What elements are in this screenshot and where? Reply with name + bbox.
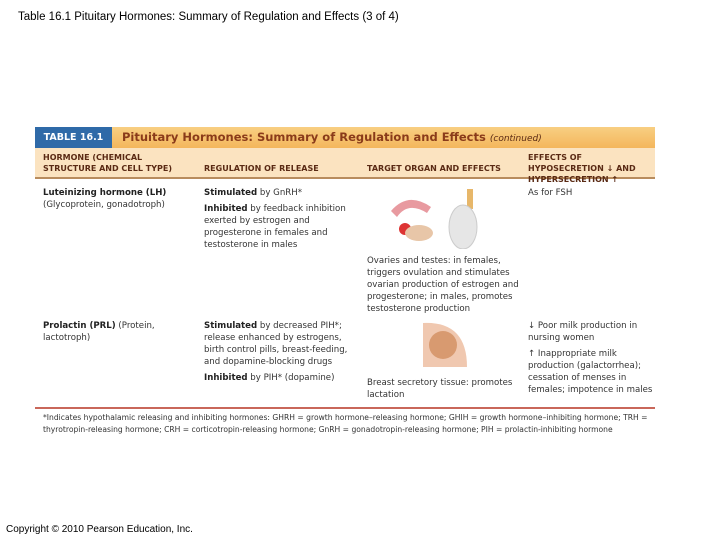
table-row-prl-effects <box>528 320 653 400</box>
table-title-note: (continued) <box>489 134 542 144</box>
hormone-detail: (Protein, lactotroph) <box>43 321 155 343</box>
stimulated-label: Stimulated <box>204 188 258 198</box>
inhibited-text: by feedback inhibition exerted by estrogen and progesterone in females and testosterone in males <box>204 204 346 250</box>
table-row-lh-regulation <box>204 187 354 255</box>
copyright: Copyright © 2010 Pearson Education, Inc. <box>6 524 193 535</box>
stimulated-text: by decreased PIH*; release enhanced by estrogens, birth control pills, breast-feeding, and dopamine-blocking drugs <box>204 321 348 367</box>
table-footnote: *Indicates hypothalamic releasing and inhibiting hormones: GHRH = growth hormone–releasing hormone; GHIH = growth hormone–inhibiting hormone; TRH = thyrotropin-releasing hormone; CRH = corticotropin-releasing hormone; GnRH = gonadotropin-releasing hormone; PIH = prolactin-inhibiting hormone <box>43 413 648 434</box>
table-title-bar <box>35 127 655 148</box>
stimulated-text: by GnRH* <box>257 188 302 198</box>
hormone-name: Luteinizing hormone (LH) <box>43 188 167 198</box>
header-target: TARGET ORGAN AND EFFECTS <box>367 164 501 173</box>
slide-title: Table 16.1 Pituitary Hormones: Summary of Regulation and Effects (3 of 4) <box>18 11 399 23</box>
inhibited-text: by PIH* (dopamine) <box>247 373 335 383</box>
inhibited-label: Inhibited <box>204 204 248 214</box>
table-row-lh-target: Ovaries and testes: in females, triggers ovulation and stimulates ovarian production of estrogen and progesterone; in males, promotes testosterone production <box>367 256 519 314</box>
header-regulation: REGULATION OF RELEASE <box>204 164 319 173</box>
table-number-tag: TABLE 16.1 <box>35 127 112 148</box>
stimulated-label: Stimulated <box>204 321 258 331</box>
hyposecretion-effect: ↓ Poor milk production in nursing women <box>528 321 638 343</box>
ovary-testis-illustration <box>383 189 493 249</box>
table-row-prl-target: Breast secretory tissue: promotes lactation <box>367 378 513 400</box>
pituitary-hormones-table <box>35 127 655 437</box>
hypersecretion-effect: ↑ Inappropriate milk production (galactorrhea); cessation of menses in females; impotence in males <box>528 349 653 395</box>
table-title-text: Pituitary Hormones: Summary of Regulation and Effects <box>122 130 486 144</box>
table-row-lh-effects: As for FSH <box>528 188 573 198</box>
header-effects: EFFECTS OF HYPOSECRETION ↓ AND HYPERSECRETION ↑ <box>528 153 636 184</box>
table-row-lh-hormone <box>43 187 193 211</box>
footnote-divider <box>35 407 655 409</box>
table-row-prl-hormone <box>43 320 193 344</box>
breast-tissue-illustration <box>417 317 473 373</box>
inhibited-label: Inhibited <box>204 373 248 383</box>
header-hormone: HORMONE (CHEMICAL STRUCTURE AND CELL TYPE) <box>43 153 172 173</box>
table-title <box>122 130 542 144</box>
hormone-name: Prolactin (PRL) <box>43 321 116 331</box>
table-row-prl-regulation <box>204 320 354 388</box>
hormone-detail: (Glycoprotein, gonadotroph) <box>43 200 165 210</box>
table-header-row <box>35 148 655 184</box>
